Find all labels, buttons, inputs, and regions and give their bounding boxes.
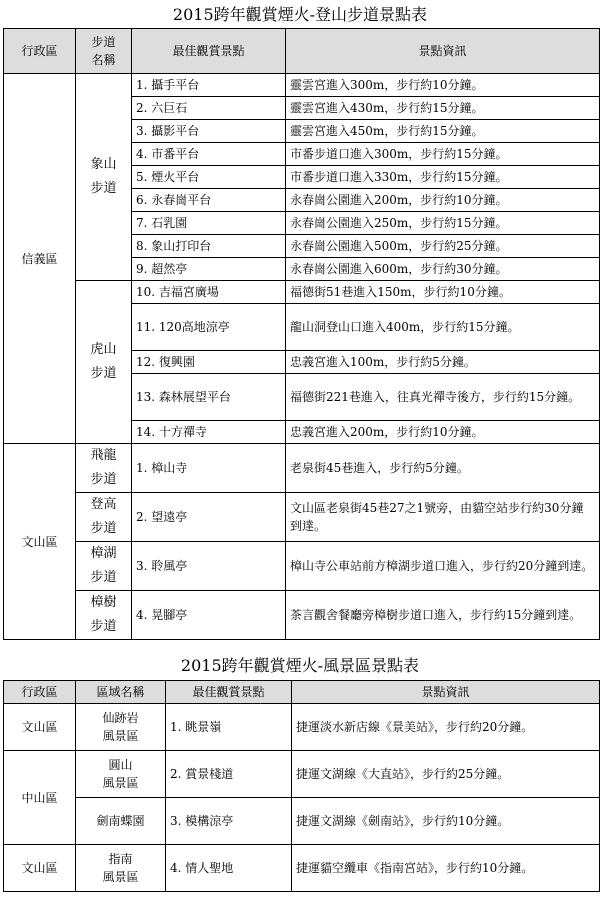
trail-name-cell: 樟湖 步道 bbox=[76, 542, 132, 591]
table-row bbox=[4, 542, 600, 591]
spot-cell: 2. 望遠亭 bbox=[132, 493, 286, 542]
spot-cell: 4. 情人聖地 bbox=[166, 845, 292, 892]
table-row bbox=[4, 751, 600, 798]
info-cell: 老泉街45巷進入，步行約5分鐘。 bbox=[286, 444, 600, 493]
header-best-spot: 最佳觀賞景點 bbox=[166, 681, 292, 704]
table-row bbox=[4, 444, 600, 493]
header-area-name: 區域名稱 bbox=[76, 681, 166, 704]
table-row bbox=[4, 74, 600, 97]
info-cell: 忠義宮進入200m，步行約10分鐘。 bbox=[286, 421, 600, 444]
header-spot-info: 景點資訊 bbox=[286, 29, 600, 74]
header-trail-name: 步道 名稱 bbox=[76, 29, 132, 74]
trail-name-cell: 虎山 步道 bbox=[76, 281, 132, 444]
area-name-cell: 劍南蝶園 bbox=[76, 798, 166, 845]
spot-cell: 2. 六巨石 bbox=[132, 97, 286, 120]
info-cell: 靈雲宮進入450m，步行約15分鐘。 bbox=[286, 120, 600, 143]
spot-cell: 2. 賞景棧道 bbox=[166, 751, 292, 798]
info-cell: 捷運淡水新店線《景美站》，步行約20分鐘。 bbox=[292, 704, 600, 751]
table1-header-row bbox=[4, 29, 600, 74]
table-row bbox=[4, 281, 600, 304]
trail-name-cell: 象山 步道 bbox=[76, 74, 132, 281]
info-cell: 捷運貓空纜車《指南宮站》，步行約10分鐘。 bbox=[292, 845, 600, 892]
district-cell: 信義區 bbox=[4, 74, 76, 444]
area-name-cell: 仙跡岩 風景區 bbox=[76, 704, 166, 751]
district-cell: 中山區 bbox=[4, 751, 76, 845]
spot-cell: 9. 超然亭 bbox=[132, 258, 286, 281]
spot-cell: 4. 市番平台 bbox=[132, 143, 286, 166]
info-cell: 捷運文湖線《大直站》，步行約25分鐘。 bbox=[292, 751, 600, 798]
spot-cell: 3. 攝影平台 bbox=[132, 120, 286, 143]
info-cell: 永春崗公園進入500m，步行約25分鐘。 bbox=[286, 235, 600, 258]
table-row bbox=[4, 591, 600, 640]
info-cell: 龍山洞登山口進入400m，步行約15分鐘。 bbox=[286, 304, 600, 351]
info-cell: 茶言觀舍餐廳旁樟樹步道口進入，步行約15分鐘到達。 bbox=[286, 591, 600, 640]
area-name-cell: 指南 風景區 bbox=[76, 845, 166, 892]
district-cell: 文山區 bbox=[4, 704, 76, 751]
info-cell: 市番步道口進入300m，步行約15分鐘。 bbox=[286, 143, 600, 166]
scenic-area-spots-table bbox=[3, 680, 600, 892]
header-district: 行政區 bbox=[4, 681, 76, 704]
trail-name-cell: 樟樹 步道 bbox=[76, 591, 132, 640]
info-cell: 市番步道口進入330m，步行約15分鐘。 bbox=[286, 166, 600, 189]
table-row bbox=[4, 845, 600, 892]
header-district: 行政區 bbox=[4, 29, 76, 74]
trail-spots-table bbox=[3, 28, 600, 640]
spot-cell: 1. 樟山寺 bbox=[132, 444, 286, 493]
spot-cell: 13. 森林展望平台 bbox=[132, 374, 286, 421]
spot-cell: 3. 聆風亭 bbox=[132, 542, 286, 591]
info-cell: 靈雲宮進入300m，步行約10分鐘。 bbox=[286, 74, 600, 97]
spot-cell: 1. 眺景嶺 bbox=[166, 704, 292, 751]
info-cell: 忠義宮進入100m，步行約5分鐘。 bbox=[286, 351, 600, 374]
header-spot-info: 景點資訊 bbox=[292, 681, 600, 704]
table-row bbox=[4, 798, 600, 845]
info-cell: 捷運文湖線《劍南站》，步行約10分鐘。 bbox=[292, 798, 600, 845]
spot-cell: 5. 煙火平台 bbox=[132, 166, 286, 189]
table-row bbox=[4, 493, 600, 542]
info-cell: 樟山寺公車站前方樟湖步道口進入，步行約20分鐘到達。 bbox=[286, 542, 600, 591]
header-best-spot: 最佳觀賞景點 bbox=[132, 29, 286, 74]
spot-cell: 12. 復興園 bbox=[132, 351, 286, 374]
table2-header-row bbox=[4, 681, 600, 704]
info-cell: 福德街51巷進入150m，步行約10分鐘。 bbox=[286, 281, 600, 304]
trail-name-cell: 飛龍 步道 bbox=[76, 444, 132, 493]
spot-cell: 11. 120高地涼亭 bbox=[132, 304, 286, 351]
info-cell: 永春崗公園進入250m，步行約15分鐘。 bbox=[286, 212, 600, 235]
spot-cell: 10. 吉福宮廣場 bbox=[132, 281, 286, 304]
spot-cell: 14. 十方禪寺 bbox=[132, 421, 286, 444]
district-cell: 文山區 bbox=[4, 845, 76, 892]
info-cell: 福德街221巷進入，往真光禪寺後方，步行約15分鐘。 bbox=[286, 374, 600, 421]
trail-name-cell: 登高 步道 bbox=[76, 493, 132, 542]
area-name-cell: 圓山 風景區 bbox=[76, 751, 166, 798]
info-cell: 文山區老泉街45巷27之1號旁，由貓空站步行約30分鐘到達。 bbox=[286, 493, 600, 542]
spot-cell: 4. 晃腳亭 bbox=[132, 591, 286, 640]
district-cell: 文山區 bbox=[4, 444, 76, 640]
spot-cell: 6. 永春崗平台 bbox=[132, 189, 286, 212]
info-cell: 靈雲宮進入430m，步行約15分鐘。 bbox=[286, 97, 600, 120]
table1-title: 2015跨年觀賞煙火-登山步道景點表 bbox=[172, 5, 428, 24]
spot-cell: 3. 模構涼亭 bbox=[166, 798, 292, 845]
spot-cell: 8. 象山打印台 bbox=[132, 235, 286, 258]
spot-cell: 1. 攝手平台 bbox=[132, 74, 286, 97]
info-cell: 永春崗公園進入600m，步行約30分鐘。 bbox=[286, 258, 600, 281]
table2-title: 2015跨年觀賞煙火-風景區景點表 bbox=[180, 656, 420, 675]
spot-cell: 7. 石乳園 bbox=[132, 212, 286, 235]
info-cell: 永春崗公園進入200m，步行約10分鐘。 bbox=[286, 189, 600, 212]
table-row bbox=[4, 704, 600, 751]
